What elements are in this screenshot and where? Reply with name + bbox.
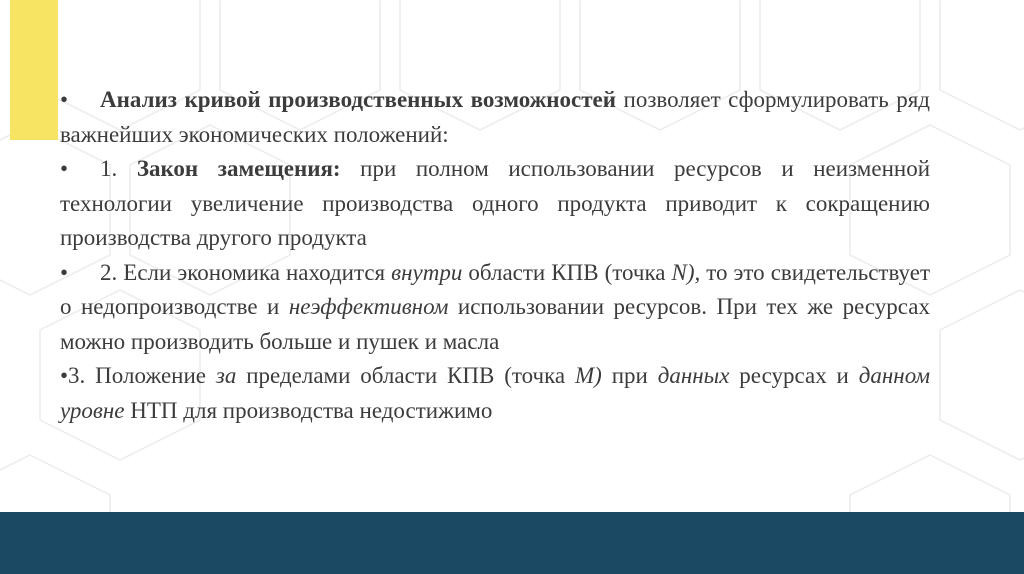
italic-run: за (215, 363, 237, 388)
paragraph-analysis (60, 83, 930, 152)
italic-run: данных (657, 363, 730, 388)
italic-run: М) (575, 363, 602, 388)
bullet: • (60, 156, 69, 181)
bold-term: Анализ кривой производственных возможностей (100, 87, 617, 112)
text-run: пределами области КПВ (точка (236, 363, 575, 388)
bold-term: Закон замещения: (136, 156, 341, 181)
text-run: ресурсах и (729, 363, 859, 388)
paragraph-outside-ppf (60, 359, 930, 428)
text-run: области КПВ (точка (462, 259, 672, 285)
item-number: 1. (100, 156, 137, 181)
bullet: • (60, 259, 69, 285)
accent-bar (10, 0, 58, 140)
text-run: 2. Если экономика находится (100, 259, 392, 285)
text-run: использовании ресурсов. При тех же ресурсах можно производить больше и пушек и масла (60, 294, 930, 354)
text-run: то это свидетельствует о недопроизводстве и (60, 259, 930, 319)
bullet: • (60, 87, 69, 112)
paragraph-text: при полном использовании ресурсов и неизменной технологии увеличение производства одного продукта приводит к сокращению производства другого продукта (60, 156, 930, 250)
text-run: •3. Положение (60, 363, 216, 388)
italic-run: N), (671, 259, 701, 285)
text-run: НТП для производства недостижимо (124, 397, 493, 423)
paragraph-text: позволяет сформулировать ряд важнейших экономических положений: (60, 87, 930, 147)
paragraph-inside-ppf (60, 256, 930, 360)
text-run: при (601, 363, 658, 388)
italic-run: неэффективном (288, 294, 449, 319)
italic-run: внутри (391, 259, 463, 285)
footer-band (0, 512, 1024, 574)
italic-run: данном уровне (60, 363, 931, 423)
slide-body (60, 83, 930, 428)
paragraph-substitution-law (60, 152, 930, 256)
